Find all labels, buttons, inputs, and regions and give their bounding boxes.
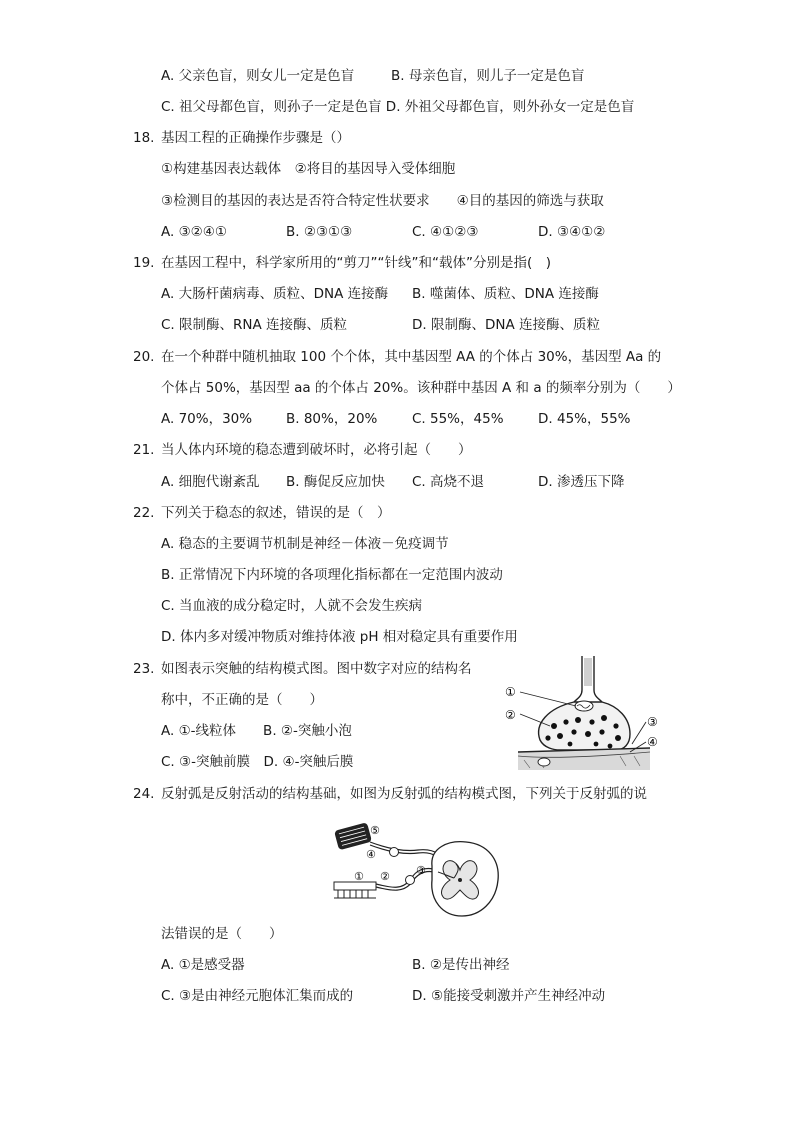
q18-option-d: D. ③④①②: [538, 224, 606, 240]
q23-options-ab: A. ①-线粒体 B. ②-突触小泡: [161, 723, 352, 739]
q17-option-a: A. 父亲色盲，则女儿一定是色盲: [161, 68, 355, 84]
q24-option-b: B. ②是传出神经: [412, 957, 510, 973]
q21-option-d: D. 渗透压下降: [538, 474, 625, 490]
q23-stem-line1: 如图表示突触的结构模式图。图中数字对应的结构名: [161, 661, 472, 677]
q24-number: 24.: [133, 786, 155, 802]
q18-stem: 基因工程的正确操作步骤是（）: [161, 130, 350, 146]
q22-option-b: B. 正常情况下内环境的各项理化指标都在一定范围内波动: [161, 567, 503, 583]
q22-option-d: D. 体内多对缓冲物质对维持体液 pH 相对稳定具有重要作用: [161, 629, 518, 645]
reflex-arc-diagram: [332, 818, 504, 922]
q18-option-c: C. ④①②③: [412, 224, 479, 240]
q22-option-c: C. 当血液的成分稳定时，人就不会发生疾病: [161, 598, 423, 614]
reflex-label-2: ②: [380, 870, 390, 883]
synapse-label-1: ①: [505, 685, 516, 699]
q19-number: 19.: [133, 255, 155, 271]
q18-steps-line1: ①构建基因表达载体 ②将目的基因导入受体细胞: [161, 161, 456, 177]
q19-option-d: D. 限制酶、DNA 连接酶、质粒: [412, 317, 600, 333]
q23-number: 23.: [133, 661, 155, 677]
q18-option-b: B. ②③①③: [286, 224, 353, 240]
q20-option-c: C. 55%，45%: [412, 411, 504, 427]
q21-stem: 当人体内环境的稳态遭到破坏时，必将引起（ ）: [161, 442, 472, 458]
q24-stem-line2: 法错误的是（ ）: [161, 926, 283, 942]
q18-steps-line2: ③检测目的基因的表达是否符合特定性状要求 ④目的基因的筛选与获取: [161, 193, 604, 209]
q22-stem: 下列关于稳态的叙述，错误的是（ ）: [161, 505, 391, 521]
synapse-label-3: ③: [647, 715, 658, 729]
q19-option-c: C. 限制酶、RNA 连接酶、质粒: [161, 317, 348, 333]
q20-option-d: D. 45%，55%: [538, 411, 631, 427]
q20-stem-line1: 在一个种群中随机抽取 100 个个体，其中基因型 AA 的个体占 30%，基因型 Aa 的: [161, 349, 662, 365]
q17-option-cd: C. 祖父母都色盲，则孙子一定是色盲 D. 外祖父母都色盲，则外孙女一定是色盲: [161, 99, 635, 115]
q18-number: 18.: [133, 130, 155, 146]
q19-stem: 在基因工程中，科学家所用的“剪刀”“针线”和“载体”分别是指( ): [161, 255, 551, 271]
q17-option-b: B. 母亲色盲，则儿子一定是色盲: [391, 68, 585, 84]
q21-number: 21.: [133, 442, 155, 458]
q24-option-a: A. ①是感受器: [161, 957, 245, 973]
q19-option-b: B. 噬菌体、质粒、DNA 连接酶: [412, 286, 599, 302]
q20-number: 20.: [133, 349, 155, 365]
reflex-label-5: ⑤: [370, 824, 380, 837]
q21-option-b: B. 酶促反应加快: [286, 474, 385, 490]
reflex-label-1: ①: [354, 870, 364, 883]
q23-options-cd: C. ③-突触前膜 D. ④-突触后膜: [161, 754, 354, 770]
q24-option-d: D. ⑤能接受刺激并产生神经冲动: [412, 988, 606, 1004]
q20-stem-line2: 个体占 50%，基因型 aa 的个体占 20%。该种群中基因 A 和 a 的频率分别为（ ）: [161, 380, 681, 396]
q22-option-a: A. 稳态的主要调节机制是神经－体液－免疫调节: [161, 536, 449, 552]
synapse-diagram: [500, 652, 665, 770]
synapse-label-2: ②: [505, 708, 516, 722]
reflex-label-3: ③: [416, 864, 426, 877]
reflex-label-4: ④: [366, 848, 376, 861]
q20-option-b: B. 80%，20%: [286, 411, 378, 427]
q19-option-a: A. 大肠杆菌病毒、质粒、DNA 连接酶: [161, 286, 389, 302]
q23-stem-line2: 称中，不正确的是（ ）: [161, 692, 323, 708]
q24-option-c: C. ③是由神经元胞体汇集而成的: [161, 988, 354, 1004]
q18-option-a: A. ③②④①: [161, 224, 227, 240]
q20-option-a: A. 70%，30%: [161, 411, 253, 427]
q24-stem-line1: 反射弧是反射活动的结构基础，如图为反射弧的结构模式图，下列关于反射弧的说: [161, 786, 647, 802]
q22-number: 22.: [133, 505, 155, 521]
q21-option-a: A. 细胞代谢紊乱: [161, 474, 260, 490]
synapse-label-4: ④: [647, 735, 658, 749]
q21-option-c: C. 高烧不退: [412, 474, 485, 490]
